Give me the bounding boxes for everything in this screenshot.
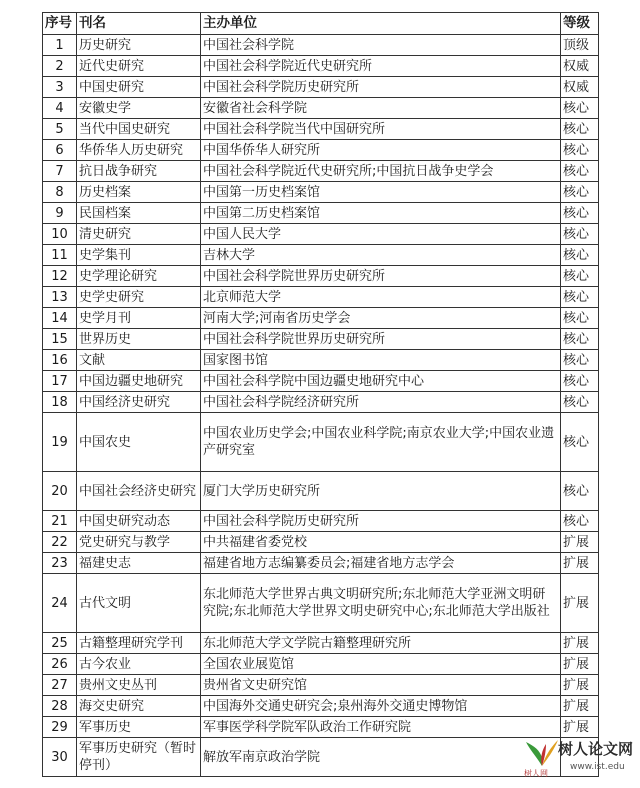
row-host-unit: 中国社会科学院历史研究所 [201,511,561,532]
row-host-unit: 厦门大学历史研究所 [201,472,561,511]
row-number: 6 [43,140,77,161]
row-journal-name: 中国农史 [77,413,201,472]
table-row [43,392,599,413]
table-row [43,654,599,675]
row-host-unit: 中国社会科学院近代史研究所;中国抗日战争史学会 [201,161,561,182]
row-number: 28 [43,696,77,717]
row-level: 核心 [561,392,599,413]
row-number: 25 [43,633,77,654]
row-host-unit: 中国社会科学院中国边疆史地研究中心 [201,371,561,392]
row-level: 扩展 [561,675,599,696]
watermark-subtitle: 树人网 [524,769,548,778]
row-journal-name: 华侨华人历史研究 [77,140,201,161]
row-journal-name: 军事历史 [77,717,201,738]
row-level: 核心 [561,266,599,287]
row-journal-name: 军事历史研究（暂时停刊） [77,738,201,777]
table-row [43,532,599,553]
row-number: 1 [43,35,77,56]
row-journal-name: 史学理论研究 [77,266,201,287]
row-host-unit: 中国社会科学院当代中国研究所 [201,119,561,140]
row-journal-name: 海交史研究 [77,696,201,717]
row-journal-name: 中国社会经济史研究 [77,472,201,511]
row-number: 14 [43,308,77,329]
table-header-row [43,13,599,35]
row-journal-name: 中国边疆史地研究 [77,371,201,392]
row-level: 扩展 [561,717,599,738]
row-host-unit: 东北师范大学文学院古籍整理研究所 [201,633,561,654]
row-host-unit: 中国社会科学院 [201,35,561,56]
row-journal-name: 古代文明 [77,574,201,633]
row-journal-name: 安徽史学 [77,98,201,119]
row-level: 核心 [561,308,599,329]
row-host-unit: 东北师范大学世界古典文明研究所;东北师范大学亚洲文明研究院;东北师范大学世界文明史研究中心;东北师范大学出版社 [201,574,561,633]
row-level: 权威 [561,56,599,77]
row-level: 核心 [561,161,599,182]
row-host-unit: 中国第一历史档案馆 [201,182,561,203]
row-number: 17 [43,371,77,392]
table-body [43,35,599,777]
row-host-unit: 中共福建省委党校 [201,532,561,553]
table-row [43,675,599,696]
row-host-unit: 军事医学科学院军队政治工作研究院 [201,717,561,738]
row-number: 29 [43,717,77,738]
row-host-unit: 安徽省社会科学院 [201,98,561,119]
table-row [43,224,599,245]
header-level: 等级 [561,13,599,35]
table-row [43,35,599,56]
row-level: 核心 [561,224,599,245]
table-row [43,553,599,574]
journal-table [42,12,599,777]
row-host-unit: 中国华侨华人研究所 [201,140,561,161]
row-journal-name: 福建史志 [77,553,201,574]
row-journal-name: 近代史研究 [77,56,201,77]
table-row [43,738,599,777]
tree-logo-icon [522,736,562,770]
table-row [43,511,599,532]
row-host-unit: 中国海外交通史研究会;泉州海外交通史博物馆 [201,696,561,717]
row-number: 9 [43,203,77,224]
row-host-unit: 中国农业历史学会;中国农业科学院;南京农业大学;中国农业遗产研究室 [201,413,561,472]
row-journal-name: 中国史研究动态 [77,511,201,532]
row-journal-name: 中国经济史研究 [77,392,201,413]
row-number: 13 [43,287,77,308]
row-number: 16 [43,350,77,371]
table-row [43,140,599,161]
row-number: 27 [43,675,77,696]
row-number: 7 [43,161,77,182]
row-level: 核心 [561,371,599,392]
watermark-url: www.ist.edu [570,762,625,772]
row-host-unit: 北京师范大学 [201,287,561,308]
row-number: 15 [43,329,77,350]
table-row [43,182,599,203]
row-number: 24 [43,574,77,633]
row-level: 扩展 [561,654,599,675]
row-journal-name: 古籍整理研究学刊 [77,633,201,654]
row-host-unit: 福建省地方志编纂委员会;福建省地方志学会 [201,553,561,574]
header-journal-name: 刊名 [77,13,201,35]
header-number: 序号 [43,13,77,35]
row-number: 8 [43,182,77,203]
row-number: 12 [43,266,77,287]
row-level: 权威 [561,77,599,98]
table-row [43,119,599,140]
row-host-unit: 中国社会科学院历史研究所 [201,77,561,98]
table-row [43,287,599,308]
row-journal-name: 历史研究 [77,35,201,56]
header-host-unit: 主办单位 [201,13,561,35]
table-row [43,245,599,266]
row-host-unit: 河南大学;河南省历史学会 [201,308,561,329]
row-journal-name: 抗日战争研究 [77,161,201,182]
row-number: 26 [43,654,77,675]
row-level: 核心 [561,245,599,266]
row-number: 2 [43,56,77,77]
row-journal-name: 党史研究与教学 [77,532,201,553]
table-row [43,56,599,77]
row-number: 19 [43,413,77,472]
row-level: 核心 [561,98,599,119]
row-number: 3 [43,77,77,98]
table-row [43,574,599,633]
row-number: 4 [43,98,77,119]
row-number: 30 [43,738,77,777]
table-row [43,203,599,224]
table-row [43,413,599,472]
journal-table-container [42,12,598,777]
row-level: 扩展 [561,633,599,654]
row-journal-name: 清史研究 [77,224,201,245]
table-row [43,308,599,329]
table-row [43,98,599,119]
row-level: 扩展 [561,532,599,553]
row-journal-name: 中国史研究 [77,77,201,98]
row-number: 20 [43,472,77,511]
row-host-unit: 国家图书馆 [201,350,561,371]
row-level: 顶级 [561,35,599,56]
table-row [43,696,599,717]
table-row [43,266,599,287]
row-number: 21 [43,511,77,532]
row-number: 11 [43,245,77,266]
row-host-unit: 吉林大学 [201,245,561,266]
row-level: 扩展 [561,574,599,633]
table-row [43,633,599,654]
row-level: 核心 [561,350,599,371]
table-row [43,77,599,98]
row-host-unit: 中国社会科学院近代史研究所 [201,56,561,77]
row-journal-name: 世界历史 [77,329,201,350]
row-journal-name: 贵州文史丛刊 [77,675,201,696]
row-journal-name: 历史档案 [77,182,201,203]
table-row [43,350,599,371]
row-host-unit: 全国农业展览馆 [201,654,561,675]
table-row [43,161,599,182]
row-journal-name: 文献 [77,350,201,371]
row-level: 核心 [561,511,599,532]
row-host-unit: 贵州省文史研究馆 [201,675,561,696]
table-row [43,717,599,738]
row-journal-name: 史学史研究 [77,287,201,308]
row-host-unit: 中国社会科学院世界历史研究所 [201,266,561,287]
row-level: 核心 [561,119,599,140]
row-host-unit: 中国第二历史档案馆 [201,203,561,224]
row-number: 10 [43,224,77,245]
row-journal-name: 史学集刊 [77,245,201,266]
row-number: 18 [43,392,77,413]
row-level: 扩展 [561,696,599,717]
watermark-logo [522,736,632,782]
row-journal-name: 民国档案 [77,203,201,224]
row-host-unit: 解放军南京政治学院 [201,738,561,777]
row-journal-name: 史学月刊 [77,308,201,329]
row-level: 核心 [561,182,599,203]
table-row [43,371,599,392]
row-level: 扩展 [561,553,599,574]
row-number: 22 [43,532,77,553]
row-level: 核心 [561,472,599,511]
row-level: 核心 [561,413,599,472]
row-journal-name: 当代中国史研究 [77,119,201,140]
row-journal-name: 古今农业 [77,654,201,675]
row-level: 核心 [561,329,599,350]
watermark-title: 树人论文网 [558,740,634,758]
row-host-unit: 中国人民大学 [201,224,561,245]
row-level: 核心 [561,140,599,161]
row-number: 5 [43,119,77,140]
row-number: 23 [43,553,77,574]
row-host-unit: 中国社会科学院世界历史研究所 [201,329,561,350]
table-row [43,329,599,350]
row-host-unit: 中国社会科学院经济研究所 [201,392,561,413]
table-row [43,472,599,511]
row-level: 核心 [561,203,599,224]
row-level: 核心 [561,287,599,308]
